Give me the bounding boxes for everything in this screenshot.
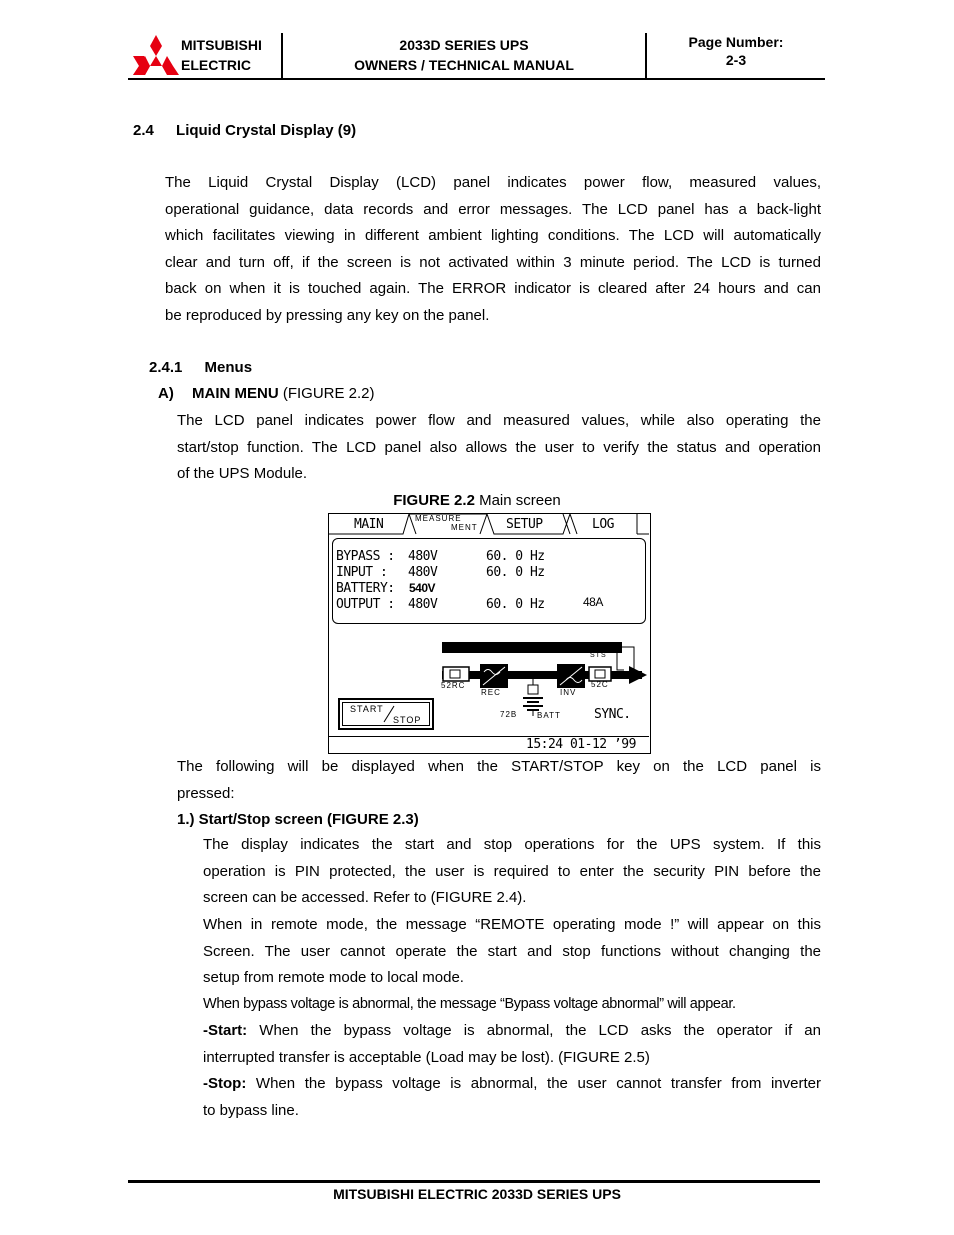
footer-text: MITSUBISHI ELECTRIC 2033D SERIES UPS: [333, 1186, 621, 1202]
text-line: be reproduced by pressing any key on the panel.: [165, 306, 490, 324]
company-line-2: ELECTRIC: [181, 57, 251, 73]
text-line: clear and turn off, if the screen is not activated within 3 minute period. The LCD is turned: [165, 253, 821, 271]
subsection-title: Menus: [204, 359, 253, 376]
clock-datetime: 15:24 01-12 ’99: [526, 737, 636, 752]
mitsubishi-logo-icon: [133, 35, 179, 75]
start-note-text: When the bypass voltage is abnormal, the LCD asks the operator if an: [247, 1022, 821, 1039]
page-number-block: [647, 33, 825, 69]
text-line: [203, 1018, 821, 1045]
tab-main[interactable]: MAIN: [354, 517, 384, 532]
section-heading: [133, 122, 356, 139]
text-line: Screen. The user cannot operate the start and stop functions without changing the: [203, 942, 821, 960]
label-72b: 72B: [500, 710, 518, 719]
page-header: [0, 0, 954, 82]
label-52c: 52C: [591, 680, 609, 689]
item-heading: [158, 385, 375, 402]
row-label-bypass: BYPASS :: [336, 549, 395, 564]
text-line: The LCD panel indicates power flow and measured values, while also operating the: [177, 412, 821, 429]
row-voltage-input: 480V: [408, 565, 438, 580]
stop-label: STOP: [393, 715, 422, 725]
stop-note-text: When the bypass voltage is abnormal, the user cannot transfer from inverter: [246, 1075, 821, 1092]
text-line: When in remote mode, the message “REMOTE operating mode !” will appear on this: [203, 916, 821, 933]
sync-status: SYNC.: [594, 707, 631, 722]
footer-rule: [128, 1180, 820, 1183]
text-line: start/stop function. The LCD panel also allows the user to verify the status and operation: [177, 438, 821, 456]
text-line: back on when it is touched again. The ERROR indicator is cleared after 24 hours and can: [165, 280, 821, 297]
row-freq-bypass: 60. 0 Hz: [486, 549, 545, 564]
item1-paragraph-3: When bypass voltage is abnormal, the message “Bypass voltage abnormal” will appear.: [203, 996, 736, 1012]
figure-caption-label: FIGURE 2.2: [393, 492, 475, 509]
label-52rc: 52RC: [441, 681, 466, 690]
page-number-label: Page Number:: [688, 34, 784, 50]
section-title: Liquid Crystal Display (9): [176, 122, 357, 139]
text-line: [203, 1071, 821, 1098]
header-rule: [128, 78, 825, 80]
output-current: 48A: [583, 595, 603, 609]
text-line: operational guidance, data records and error messages. The LCD panel has a back-light: [165, 200, 821, 218]
row-freq-input: 60. 0 Hz: [486, 565, 545, 580]
text-line: operation is PIN protected, the user is required to enter the security PIN before the: [203, 862, 821, 880]
label-inv: INV: [560, 688, 577, 697]
start-note: [203, 1018, 821, 1071]
section-number: 2.4: [133, 122, 154, 139]
tab-measurement-bottom[interactable]: MENT: [451, 523, 478, 532]
text-line: pressed:: [177, 784, 235, 802]
row-voltage-output: 480V: [408, 597, 438, 612]
text-line: The following will be displayed when the START/STOP key on the LCD panel is: [177, 758, 821, 775]
document-title: [283, 35, 645, 75]
tab-log[interactable]: LOG: [592, 517, 614, 532]
figure-caption-text: Main screen: [474, 492, 561, 509]
text-line: screen can be accessed. Refer to (FIGURE 2.4).: [203, 889, 527, 906]
page-number: 2-3: [725, 52, 747, 68]
section-paragraph: [165, 170, 821, 329]
figure-caption: [0, 492, 954, 509]
stop-note-label: -Stop:: [203, 1075, 247, 1092]
item1-paragraph-2: [203, 912, 821, 992]
text-line: interrupted transfer is acceptable (Load may be lost). (FIGURE 2.5): [203, 1048, 650, 1066]
row-label-input: INPUT :: [336, 565, 388, 580]
start-note-label: -Start:: [203, 1022, 248, 1039]
text-line: to bypass line.: [203, 1101, 299, 1119]
item-ref: (FIGURE 2.2): [282, 385, 375, 402]
text-line: setup from remote mode to local mode.: [203, 969, 464, 986]
text-line: of the UPS Module.: [177, 465, 308, 482]
text-line: which facilitates viewing in different ambient lighting conditions. The LCD will automatically: [165, 227, 821, 244]
item1-heading: 1.) Start/Stop screen (FIGURE 2.3): [177, 811, 419, 828]
after-figure-paragraph: [177, 754, 821, 807]
item-letter: A): [158, 385, 174, 402]
company-line-1: MITSUBISHI: [181, 37, 262, 53]
subsection-number: 2.4.1: [149, 359, 183, 376]
item-title: MAIN MENU: [192, 385, 279, 402]
text-line: The Liquid Crystal Display (LCD) panel indicates power flow, measured values,: [165, 174, 821, 191]
lcd-main-screen: [328, 513, 651, 754]
row-voltage-bypass: 480V: [408, 549, 438, 564]
stop-note: [203, 1071, 821, 1124]
tab-setup[interactable]: SETUP: [506, 517, 543, 532]
label-sts: STS: [590, 652, 607, 659]
title-line-2: OWNERS / TECHNICAL MANUAL: [354, 57, 574, 73]
row-voltage-battery: 540V: [409, 581, 436, 595]
start-stop-button[interactable]: [338, 698, 434, 730]
company-name: [181, 35, 262, 75]
label-batt: BATT: [537, 711, 561, 720]
row-freq-output: 60. 0 Hz: [486, 597, 545, 612]
item1-paragraph-1: [203, 832, 821, 912]
text-line: The display indicates the start and stop operations for the UPS system. If this: [203, 836, 821, 853]
start-label: START: [350, 704, 384, 714]
subsection-heading: [149, 359, 252, 376]
title-line-1: 2033D SERIES UPS: [399, 37, 529, 53]
tab-measurement-top[interactable]: MEASURE: [415, 514, 462, 523]
row-label-output: OUTPUT :: [336, 597, 395, 612]
row-label-battery: BATTERY:: [336, 581, 395, 596]
item-paragraph: [177, 408, 821, 488]
label-rec: REC: [481, 688, 501, 697]
